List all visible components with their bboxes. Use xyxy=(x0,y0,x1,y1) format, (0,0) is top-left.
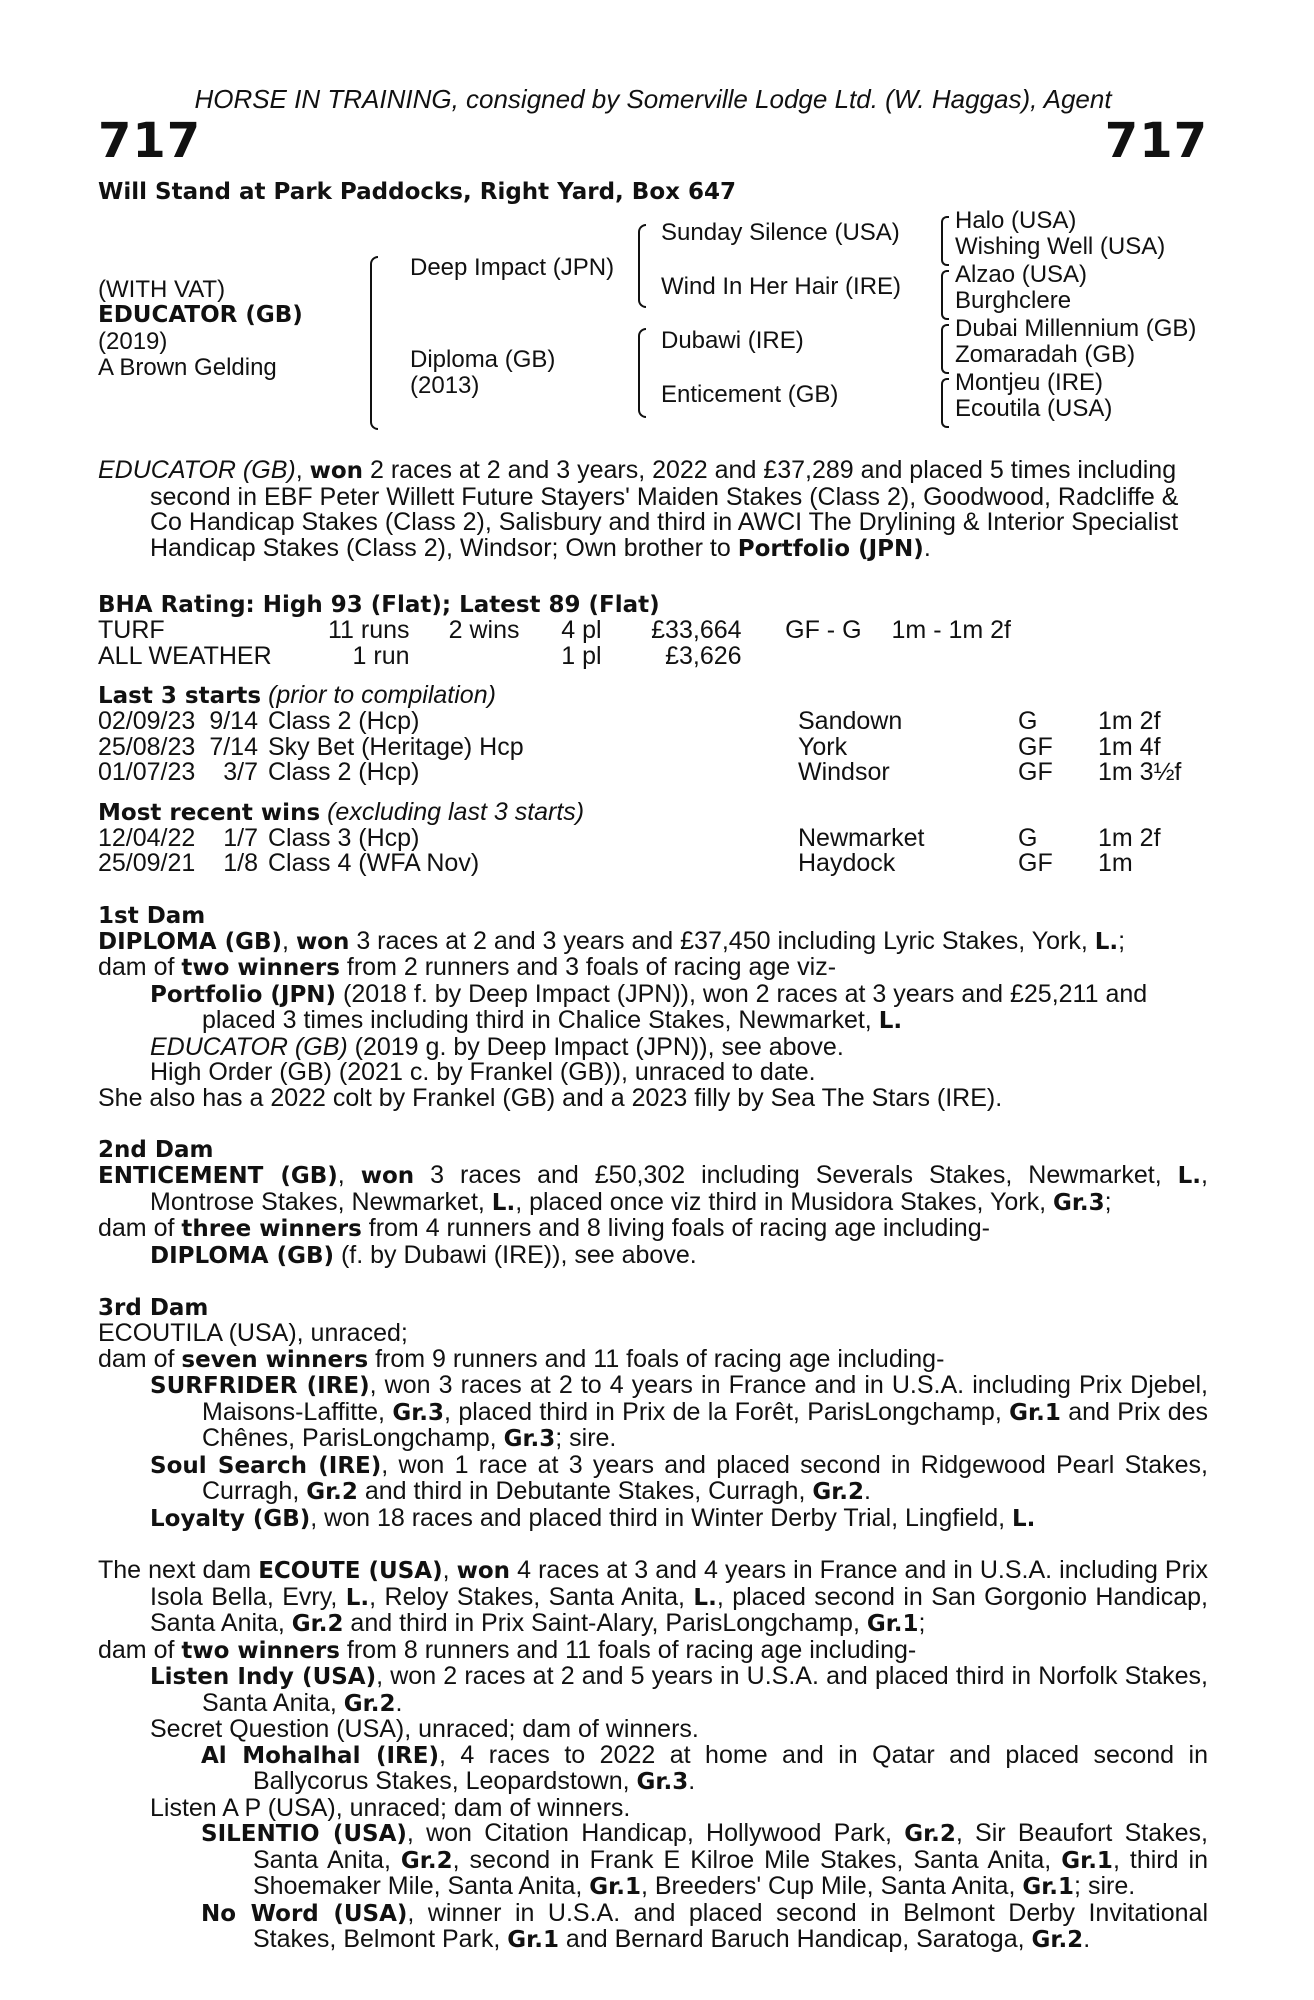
produce-text: , placed third in Prix de la Forêt, ParisLongchamp, xyxy=(444,1397,1010,1426)
next-dam-name: ECOUTE (USA) xyxy=(258,1558,443,1584)
second-dam-text: , Montrose Stakes, Newmarket, xyxy=(150,1161,1208,1216)
recent-wins-section xyxy=(98,797,1208,877)
next-dam-text: and third in Prix Saint-Alary, ParisLongchamp, xyxy=(343,1609,867,1637)
rating-wins xyxy=(410,644,520,670)
listed-mark: L. xyxy=(1012,1505,1036,1532)
second-dam-text: ; xyxy=(1104,1187,1112,1216)
gen3-4: Burghclere xyxy=(955,287,1072,314)
gen3-5: Dubai Millennium (GB) xyxy=(955,315,1197,342)
listed-mark: L. xyxy=(345,1584,370,1611)
gen3-2: Wishing Well (USA) xyxy=(955,233,1166,260)
dam: Diploma (GB) xyxy=(410,346,556,373)
dam-bracket xyxy=(638,328,646,418)
group-mark: Gr.3 xyxy=(1052,1189,1105,1216)
first-dam-text: 3 races at 2 and 3 years and £37,450 including Lyric Stakes, York, xyxy=(349,926,1095,955)
rating-pl: 1 pl xyxy=(561,641,602,670)
produce-text: . xyxy=(1083,1925,1091,1953)
lot-number-right: 717 xyxy=(1104,113,1208,169)
pedigree-chart xyxy=(98,207,1208,434)
group-mark: Gr.2 xyxy=(306,1479,358,1505)
lot-number-left: 717 xyxy=(98,113,202,169)
list-item xyxy=(98,1450,1208,1506)
rating-going xyxy=(742,644,862,670)
produce-text: (2019 g. by Deep Impact (JPN)), see above. xyxy=(347,1032,844,1061)
second-dam-text: 3 races and £50,302 including Severals Stakes, Newmarket, xyxy=(414,1161,1178,1189)
produce-text: , won 2 races at 2 and 5 years in U.S.A. and placed third in Norfolk Stakes, Santa Anita, xyxy=(202,1662,1208,1717)
horse-vat: (WITH VAT) xyxy=(98,276,226,303)
win-race: Class 4 (WFA Nov) xyxy=(268,849,480,877)
first-dam-line: DIPLOMA (GB), won 3 races at 2 and 3 years and £37,450 including Lyric Stakes, York, L.; xyxy=(98,926,1126,955)
dam-of-winners: two winners xyxy=(181,1637,340,1664)
second-dam-text: , placed once viz third in Musidora Stakes, York, xyxy=(515,1187,1053,1216)
produce-text: , won 1 race at 3 years and placed second in Ridgewood Pearl Stakes, Curragh, xyxy=(202,1450,1208,1505)
produce-text: and Bernard Baruch Handicap, Saratoga, xyxy=(558,1925,1032,1953)
produce-text: . xyxy=(688,1767,696,1795)
second-dam-section xyxy=(98,1137,1208,1269)
third-dam-title: 3rd Dam xyxy=(98,1295,209,1321)
last-starts-title: Last 3 starts xyxy=(98,683,262,709)
produce-text: , won Citation Handicap, Hollywood Park, xyxy=(406,1819,905,1847)
last-starts-section xyxy=(98,683,1208,786)
produce-text: , Breeders' Cup Mile, Santa Anita, xyxy=(640,1872,1023,1900)
start-distance: 1m 2f xyxy=(1098,707,1161,735)
recent-wins-heading xyxy=(98,797,1208,826)
list-item xyxy=(98,1898,1208,1954)
group-mark: Gr.2 xyxy=(812,1479,865,1505)
sire: Deep Impact (JPN) xyxy=(410,254,615,281)
dam-of-prefix: dam of xyxy=(98,1635,182,1664)
group-mark: Gr.3 xyxy=(636,1769,689,1795)
start-going: G xyxy=(1018,707,1038,735)
sire-dam: Wind In Her Hair (IRE) xyxy=(661,273,902,300)
group-mark: Gr.1 xyxy=(1009,1399,1061,1426)
next-dam-text: 4 races at 3 and 4 years in France and in U.S.A. including Prix Isola Bella, Evry, xyxy=(150,1556,1208,1611)
dam-of-prefix: dam of xyxy=(98,953,182,981)
produce-text: (f. by Dubawi (IRE)), see above. xyxy=(334,1240,697,1269)
consignment-line: HORSE IN TRAINING, consigned by Somerville Lodge Ltd. (W. Haggas), Agent xyxy=(194,84,1112,114)
produce-name: Al Mohalhal (IRE) xyxy=(201,1742,439,1769)
start-position: 7/14 xyxy=(209,732,258,761)
produce-name: Portfolio (JPN) xyxy=(150,981,337,1008)
gen3-bracket-4 xyxy=(941,378,949,428)
produce-text: ; sire. xyxy=(555,1424,617,1452)
group-mark: Gr.3 xyxy=(392,1399,445,1426)
table-row xyxy=(98,735,1181,761)
group-mark: Gr.2 xyxy=(400,1847,453,1874)
produce-name: No Word (USA) xyxy=(201,1900,408,1927)
table-row xyxy=(98,644,1011,670)
produce-name: SILENTIO (USA) xyxy=(201,1821,407,1847)
lot-number-row xyxy=(98,113,1208,169)
produce-text: . xyxy=(864,1477,871,1505)
listed-mark: L. xyxy=(693,1584,717,1611)
start-date: 25/08/23 xyxy=(98,732,196,761)
list-item: Listen A P (USA), unraced; dam of winners. xyxy=(150,1793,631,1822)
summary-brother: Portfolio (JPN) xyxy=(737,535,924,562)
rating-prize: £33,664 xyxy=(651,616,742,644)
group-mark: Gr.1 xyxy=(1022,1874,1075,1900)
rating-going: GF - G xyxy=(785,616,862,644)
group-mark: Gr.2 xyxy=(343,1690,396,1717)
win-going: G xyxy=(1018,823,1038,852)
recent-wins-title: Most recent wins xyxy=(98,799,321,826)
first-dam-produce-line xyxy=(98,955,1208,982)
third-dam-section xyxy=(98,1295,1208,1532)
gen3-8: Ecoutila (USA) xyxy=(955,395,1113,422)
rating-surface: TURF xyxy=(98,616,165,644)
second-dam-line: ENTICEMENT (GB), won 3 races and £50,302 including Severals Stakes, Newmarket, L., Montrose Stakes, Newmarket, L., placed once viz third in Musidora Stakes, York, Gr.3; xyxy=(98,1161,1208,1216)
table-row xyxy=(98,709,1181,735)
start-course: Sandown xyxy=(798,707,903,735)
listed-mark: L. xyxy=(878,1008,903,1034)
produce-name: EDUCATOR (GB) xyxy=(150,1032,348,1061)
next-dam-produce-line xyxy=(98,1635,1208,1665)
list-item xyxy=(98,1503,1208,1533)
listed-mark: L. xyxy=(491,1189,516,1216)
list-item xyxy=(98,1032,1208,1061)
win-course: Newmarket xyxy=(798,823,925,852)
produce-name: Loyalty (GB) xyxy=(150,1505,311,1532)
summary-text: 2 races at 2 and 3 years, 2022 and £37,289 and placed 5 times including second in EBF Peter Willett Future Stayers' Maiden Stakes (Class 2), Goodwood, Radcliffe & Co Handicap Stakes (Class 2), Salisbury and third in AWCI The Drylining & Interior Specialist Handicap Stakes (Class 2), Windsor; Own brother to xyxy=(150,456,1179,562)
start-date: 02/09/23 xyxy=(98,707,196,735)
dam-of-prefix: dam of xyxy=(98,1214,182,1242)
produce-name: Soul Search (IRE) xyxy=(150,1452,382,1479)
table-row xyxy=(98,760,1181,786)
start-going: GF xyxy=(1018,758,1053,786)
group-mark: Gr.2 xyxy=(1031,1927,1084,1953)
gen3-3: Alzao (USA) xyxy=(955,261,1088,288)
next-dam-line xyxy=(98,1558,1208,1638)
group-mark: Gr.3 xyxy=(503,1426,556,1452)
produce-text: , 4 races to 2022 at home and in Qatar and placed second in Ballycorus Stakes, Leopardstown, xyxy=(253,1740,1208,1795)
start-position: 9/14 xyxy=(209,707,258,735)
last-starts-heading xyxy=(98,683,1208,709)
dam-of-winners: two winners xyxy=(181,955,340,981)
catalogue-page xyxy=(98,84,1208,1954)
dam-of-winners: seven winners xyxy=(181,1346,369,1373)
list-item: Secret Question (USA), unraced; dam of winners. xyxy=(150,1715,699,1743)
group-mark: Gr.1 xyxy=(507,1927,559,1953)
summary-won: won xyxy=(309,458,364,484)
rating-dist xyxy=(862,644,1011,670)
produce-text: , Sir Beaufort Stakes, Santa Anita, xyxy=(253,1819,1208,1874)
rating-table xyxy=(98,618,1011,669)
last-starts-note: (prior to compilation) xyxy=(268,681,496,709)
group-mark: Gr.1 xyxy=(866,1611,919,1637)
first-dam-name: DIPLOMA (GB) xyxy=(98,928,283,955)
start-course: York xyxy=(798,732,848,761)
produce-text: , second in Frank E Kilroe Mile Stakes, Santa Anita, xyxy=(452,1845,1062,1874)
table-row xyxy=(98,618,1011,644)
start-race: Class 2 (Hcp) xyxy=(268,758,420,786)
dam-of-suffix: from 2 runners and 3 foals of racing age viz- xyxy=(339,953,837,981)
dam-sire: Dubawi (IRE) xyxy=(661,327,804,354)
produce-text: , won 3 races at 2 to 4 years in France and in U.S.A. including Prix Djebel, Maisons-Laffitte, xyxy=(202,1371,1208,1426)
win-distance: 1m xyxy=(1098,849,1133,877)
start-race: Class 2 (Hcp) xyxy=(268,707,420,735)
gen3-bracket-2 xyxy=(941,270,949,320)
second-dam-name: ENTICEMENT (GB) xyxy=(98,1163,338,1189)
next-dam-sep: , xyxy=(442,1556,457,1584)
group-mark: Gr.2 xyxy=(291,1611,344,1637)
dam-dam: Enticement (GB) xyxy=(661,381,839,408)
rating-title: BHA Rating: High 93 (Flat); Latest 89 (Flat) xyxy=(98,592,660,618)
produce-text: and third in Debutante Stakes, Curragh, xyxy=(357,1477,813,1505)
rating-wins: 2 wins xyxy=(448,616,520,644)
second-dam-won: won xyxy=(360,1163,415,1189)
next-dam-section xyxy=(98,1558,1208,1954)
gen3-7: Montjeu (IRE) xyxy=(955,369,1104,396)
win-course: Haydock xyxy=(798,849,896,877)
listed-mark: L. xyxy=(1177,1163,1202,1189)
rating-runs: 1 run xyxy=(352,641,410,670)
dam-of-suffix: from 8 runners and 11 foals of racing age including- xyxy=(339,1635,917,1664)
list-item xyxy=(98,1664,1208,1717)
dam-year: (2013) xyxy=(410,372,480,399)
win-date: 12/04/22 xyxy=(98,823,196,852)
first-dam-won: won xyxy=(295,928,350,955)
rating-prize: £3,626 xyxy=(665,641,742,670)
list-item xyxy=(98,1821,1208,1901)
rating-dist: 1m - 1m 2f xyxy=(891,616,1012,644)
rating-runs: 11 runs xyxy=(328,616,410,644)
start-distance: 1m 4f xyxy=(1098,732,1161,761)
gen3-bracket-1 xyxy=(941,216,949,266)
win-distance: 1m 2f xyxy=(1098,823,1161,852)
next-dam-text: ; xyxy=(918,1609,926,1637)
table-row xyxy=(98,826,1161,852)
group-mark: Gr.1 xyxy=(1061,1847,1113,1874)
horse-year: (2019) xyxy=(98,328,168,355)
third-dam-line: ECOUTILA (USA), unraced; xyxy=(98,1319,408,1347)
next-dam-won: won xyxy=(456,1558,511,1584)
produce-name: DIPLOMA (GB) xyxy=(150,1242,335,1269)
rating-surface: ALL WEATHER xyxy=(98,641,272,670)
win-race: Class 3 (Hcp) xyxy=(268,823,420,852)
list-item xyxy=(98,1740,1208,1796)
produce-text: . xyxy=(395,1688,403,1717)
dam-of-suffix: from 4 runners and 8 living foals of racing age including- xyxy=(361,1214,990,1242)
win-date: 25/09/21 xyxy=(98,849,196,877)
start-distance: 1m 3½f xyxy=(1098,758,1182,786)
start-course: Windsor xyxy=(798,758,890,786)
start-going: GF xyxy=(1018,732,1053,761)
produce-text: and Prix des Chênes, ParisLongchamp, xyxy=(202,1397,1209,1452)
first-dam-text-end: ; xyxy=(1118,926,1126,955)
second-dam-produce-line xyxy=(98,1216,1208,1243)
start-date: 01/07/23 xyxy=(98,758,196,786)
produce-name: Listen Indy (USA) xyxy=(150,1664,377,1690)
sire-bracket xyxy=(638,224,646,308)
group-mark: Gr.1 xyxy=(589,1874,641,1900)
dam-of-winners: three winners xyxy=(181,1216,362,1242)
dam-of-suffix: from 9 runners and 11 foals of racing age including- xyxy=(368,1344,945,1373)
produce-text: ; sire. xyxy=(1074,1872,1136,1900)
table-row xyxy=(98,851,1161,877)
next-dam-text: , Reloy Stakes, Santa Anita, xyxy=(369,1582,694,1611)
win-position: 1/8 xyxy=(223,849,258,877)
first-dam-section xyxy=(98,903,1208,1112)
gen3-bracket-3 xyxy=(941,324,949,374)
recent-wins-note: (excluding last 3 starts) xyxy=(327,797,585,826)
summary-end: . xyxy=(923,533,931,562)
last-starts-table xyxy=(98,709,1181,786)
next-dam-prefix: The next dam xyxy=(98,1556,259,1584)
gen3-1: Halo (USA) xyxy=(955,207,1077,234)
start-position: 3/7 xyxy=(223,758,258,786)
second-dam-title: 2nd Dam xyxy=(98,1137,214,1163)
sire-sire: Sunday Silence (USA) xyxy=(661,219,900,246)
first-dam-also: She also has a 2022 colt by Frankel (GB) and a 2023 filly by Sea The Stars (IRE). xyxy=(98,1083,1003,1112)
rating-pl: 4 pl xyxy=(561,616,602,644)
summary-paragraph: EDUCATOR (GB), won 2 races at 2 and 3 years, 2022 and £37,289 and placed 5 times including second in EBF Peter Willett Future Stayers' Maiden Stakes (Class 2), Goodwood, Radcliffe & Co Handicap Stakes (Class 2), Salisbury and third in AWCI The Drylining & Interior Specialist Handicap Stakes (Class 2), Windsor; Own brother to Portfolio (JPN). xyxy=(98,456,1179,562)
gen3-6: Zomaradah (GB) xyxy=(955,341,1136,368)
win-position: 1/7 xyxy=(223,823,258,852)
next-dam-text: , placed second in San Gorgonio Handicap, Santa Anita, xyxy=(150,1582,1208,1637)
pedigree-bracket-main xyxy=(370,256,378,430)
produce-text: , won 18 races and placed third in Winter Derby Trial, Lingfield, xyxy=(310,1503,1013,1532)
produce-name: SURFRIDER (IRE) xyxy=(150,1373,370,1399)
summary-horse-name: EDUCATOR (GB) xyxy=(98,456,296,484)
list-item xyxy=(98,979,1208,1035)
produce-text: , winner in U.S.A. and placed second in Belmont Derby Invitational Stakes, Belmont Park, xyxy=(253,1898,1208,1953)
listed-mark: L. xyxy=(1094,928,1119,955)
list-item: High Order (GB) (2021 c. by Frankel (GB)), unraced to date. xyxy=(150,1058,816,1086)
list-item xyxy=(98,1373,1208,1453)
dam-of-prefix: dam of xyxy=(98,1344,182,1373)
produce-text: (2018 f. by Deep Impact (JPN)), won 2 races at 3 years and £25,211 and placed 3 times including third in Chalice Stakes, Newmarket, xyxy=(202,979,1148,1034)
stand-info: Will Stand at Park Paddocks, Right Yard, Box 647 xyxy=(98,179,736,205)
produce-text: , third in Shoemaker Mile, Santa Anita, xyxy=(253,1845,1208,1900)
win-going: GF xyxy=(1018,849,1053,877)
horse-name: EDUCATOR (GB) xyxy=(98,302,303,328)
first-dam-title: 1st Dam xyxy=(98,902,206,929)
group-mark: Gr.2 xyxy=(904,1821,956,1847)
list-item xyxy=(98,1240,1208,1270)
start-race: Sky Bet (Heritage) Hcp xyxy=(268,732,524,761)
recent-wins-table xyxy=(98,823,1161,877)
horse-description: A Brown Gelding xyxy=(98,354,277,381)
third-dam-produce-line xyxy=(98,1344,1208,1374)
rating-section xyxy=(98,592,1208,669)
